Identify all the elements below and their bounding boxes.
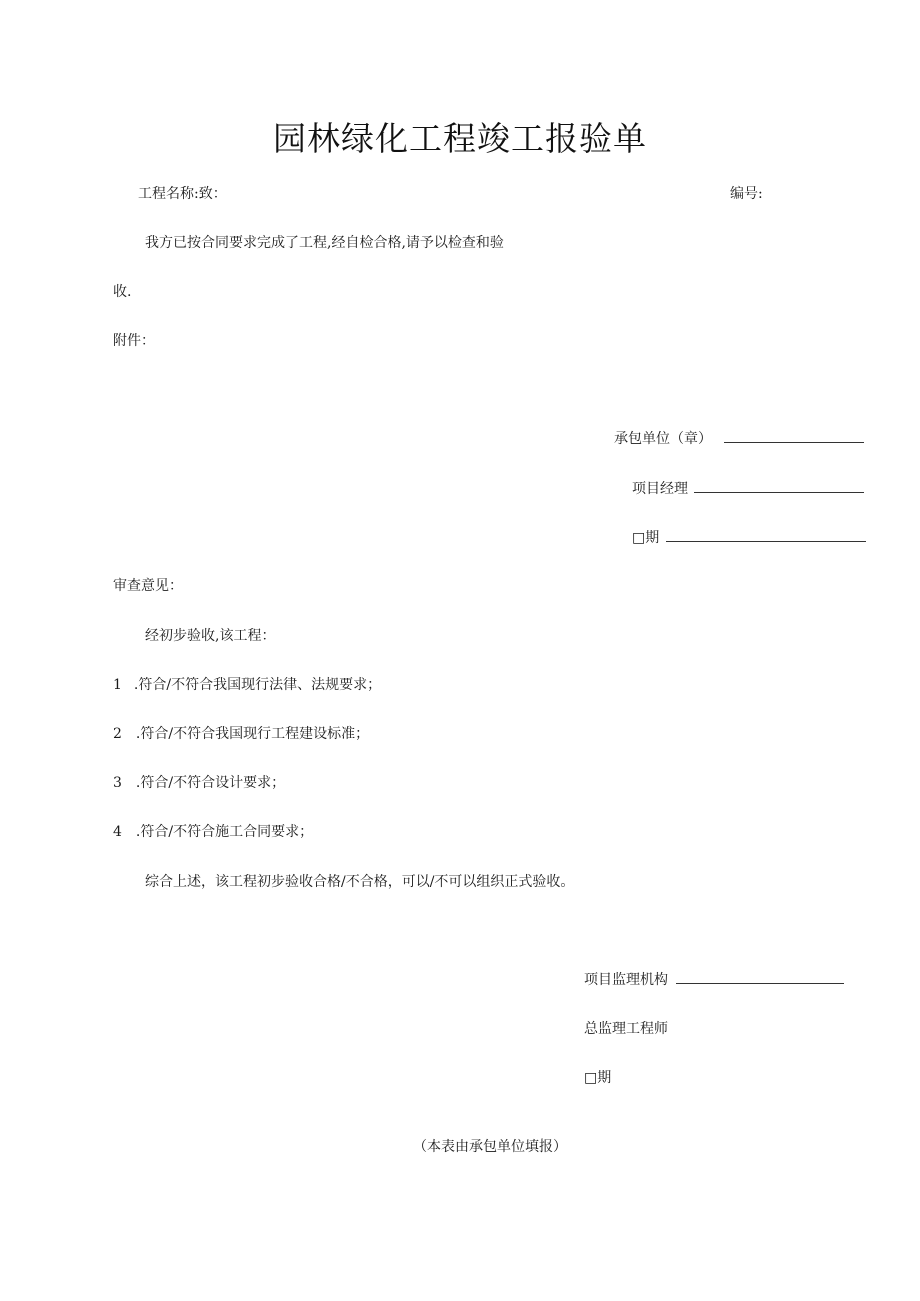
contractor-unit-field[interactable]: [724, 428, 864, 443]
contractor-date-field[interactable]: [666, 527, 866, 542]
review-item: [113, 822, 313, 842]
attachment-label: 附件：: [113, 333, 155, 349]
review-item-text: .符合/不符合设计要求；: [135, 775, 286, 791]
review-item-text: .符合/不符合施工合同要求；: [135, 824, 314, 840]
review-item: [113, 724, 369, 744]
review-item-number: 1: [113, 677, 122, 693]
review-item-text: .符合/不符合我国现行法律、法规要求；: [133, 677, 382, 693]
supervision-org-row: [584, 969, 844, 990]
review-label: 审查意见：: [113, 578, 183, 594]
project-manager-label: 项目经理: [632, 481, 688, 497]
contractor-date-row: [632, 527, 866, 548]
footer-note: （本表由承包单位填报）: [413, 1139, 567, 1155]
review-item: [113, 675, 381, 695]
supervision-date-label: □期: [584, 1070, 612, 1086]
contractor-unit-row: [614, 428, 864, 449]
chief-engineer-label: 总监理工程师: [584, 1021, 668, 1037]
serial-number-label: 编号:: [730, 186, 763, 202]
review-summary: 综合上述，该工程初步验收合格/不合格，可以/不可以组织正式验收。: [145, 874, 575, 890]
project-manager-field[interactable]: [694, 478, 864, 493]
review-intro: 经初步验收,该工程：: [145, 628, 276, 644]
statement-line-2: 收.: [113, 284, 132, 300]
review-item-text: .符合/不符合我国现行工程建设标准；: [135, 726, 370, 742]
supervision-org-field[interactable]: [676, 969, 844, 984]
review-item: [113, 773, 285, 793]
document-title: 园林绿化工程竣工报验单: [273, 119, 647, 158]
review-item-number: 4: [113, 824, 122, 840]
contractor-date-label: □期: [632, 530, 660, 546]
project-manager-row: [632, 478, 864, 499]
review-item-number: 3: [113, 775, 122, 791]
review-item-number: 2: [113, 726, 122, 742]
supervision-org-label: 项目监理机构: [584, 972, 668, 988]
project-name-label: 工程名称:致：: [138, 186, 227, 202]
contractor-unit-label: 承包单位（章）: [614, 431, 712, 447]
statement-line-1: 我方已按合同要求完成了工程,经自检合格,请予以检查和验: [145, 235, 504, 251]
